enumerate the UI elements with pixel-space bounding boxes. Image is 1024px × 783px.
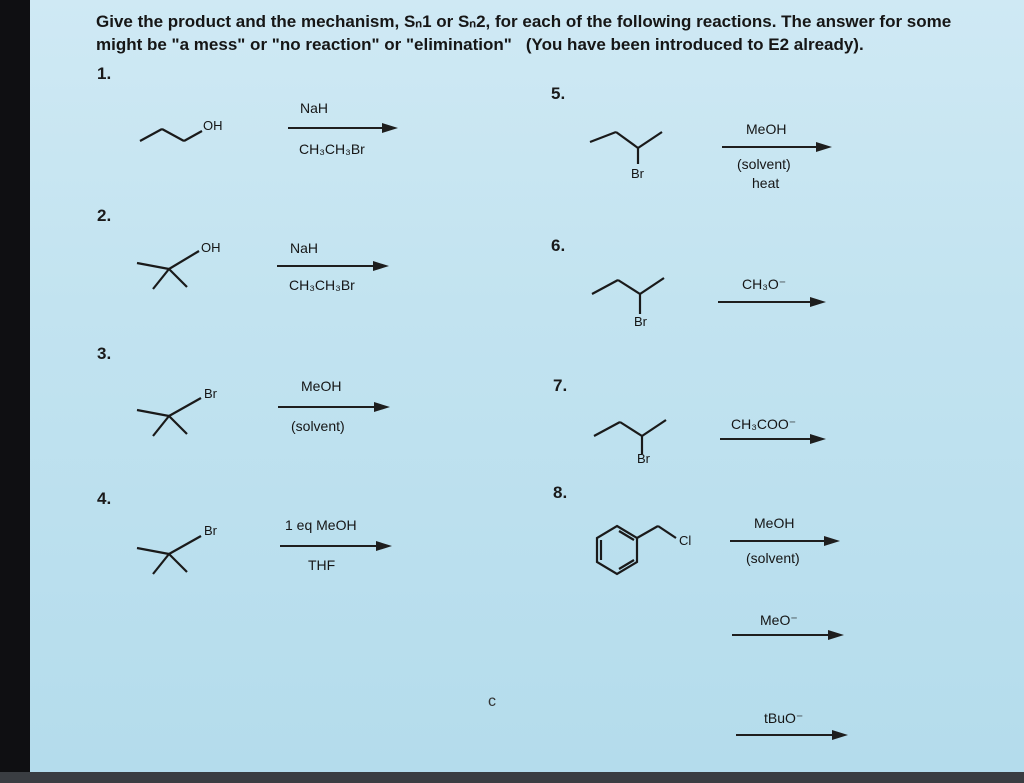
instructions-options: might be "a mess" or "no reaction" or "elimination" (96, 35, 512, 54)
problem-3-structure (137, 392, 207, 442)
worksheet-page (30, 0, 1024, 772)
problem-7-structure (594, 414, 668, 458)
problem-6-structure (592, 274, 666, 318)
problem-7-number: 7. (553, 376, 568, 395)
stray-mark: c (488, 693, 496, 710)
monitor-bottom-edge (0, 772, 1024, 783)
problem-3-reagent-above: MeOH (301, 378, 342, 394)
problem-8-arrow-2 (732, 634, 830, 636)
problem-3-arrow (278, 406, 376, 408)
problem-3-reagent-below: (solvent) (291, 418, 345, 434)
instructions-hint: (You have been introduced to E2 already). (525, 35, 864, 54)
problem-4-arrow (280, 545, 378, 547)
problem-7-reagent-above: CH₃COO⁻ (731, 416, 797, 432)
problem-5-arrow (722, 146, 818, 148)
problem-8-reagent-above: MeOH (754, 515, 795, 531)
problem-5-reagent-below-2: heat (752, 175, 780, 191)
instructions-line-2 (96, 33, 1022, 56)
problem-2-reagent-below: CH₃CH₃Br (289, 277, 355, 293)
problem-1-reagent-above: NaH (300, 100, 329, 116)
problem-2-arrow (277, 265, 375, 267)
problem-8-number: 8. (553, 483, 568, 502)
problem-8-reagent-2: MeO⁻ (760, 612, 798, 628)
problem-6-reagent-above: CH₃O⁻ (742, 276, 787, 292)
problem-6-substituent: Br (634, 314, 647, 329)
problem-5-structure (590, 128, 664, 168)
problem-3-number: 3. (97, 344, 112, 363)
monitor-bezel (0, 0, 30, 783)
problem-4-number: 4. (97, 489, 112, 508)
problem-1-substituent: OH (203, 118, 223, 133)
problem-8-substituent: Cl (679, 533, 692, 548)
problem-4-reagent-below: THF (308, 557, 336, 573)
problem-1-number: 1. (97, 64, 112, 83)
instructions (96, 10, 1022, 56)
problem-2-structure (137, 245, 207, 295)
problem-5-reagent-below: (solvent) (737, 156, 791, 172)
problem-6-arrow (718, 301, 812, 303)
problem-5-reagent-above: MeOH (746, 121, 787, 137)
problem-7-arrow (720, 438, 812, 440)
problem-5-number: 5. (551, 84, 566, 103)
problem-2-substituent: OH (201, 240, 221, 255)
problem-8-structure (592, 520, 692, 584)
problem-4-reagent-above: 1 eq MeOH (285, 517, 357, 533)
problem-8-arrow-1 (730, 540, 826, 542)
problem-2-number: 2. (97, 206, 112, 225)
problem-4-substituent: Br (204, 523, 217, 538)
problem-6-number: 6. (551, 236, 566, 255)
problem-1-reagent-below: CH₃CH₃Br (299, 141, 365, 157)
problem-1-structure (140, 118, 210, 148)
problem-3-substituent: Br (204, 386, 217, 401)
instructions-line-1: Give the product and the mechanism, Sₙ1 or Sₙ2, for each of the following reactions. The answer for some (96, 12, 952, 31)
problem-7-substituent: Br (637, 451, 650, 466)
problem-1-arrow (288, 127, 384, 129)
problem-8-arrow-3 (736, 734, 834, 736)
problem-4-structure (137, 530, 207, 580)
problem-5-substituent: Br (631, 166, 644, 181)
problem-8-reagent-3: tBuO⁻ (764, 710, 804, 726)
problem-8-reagent-below: (solvent) (746, 550, 800, 566)
problem-2-reagent-above: NaH (290, 240, 319, 256)
